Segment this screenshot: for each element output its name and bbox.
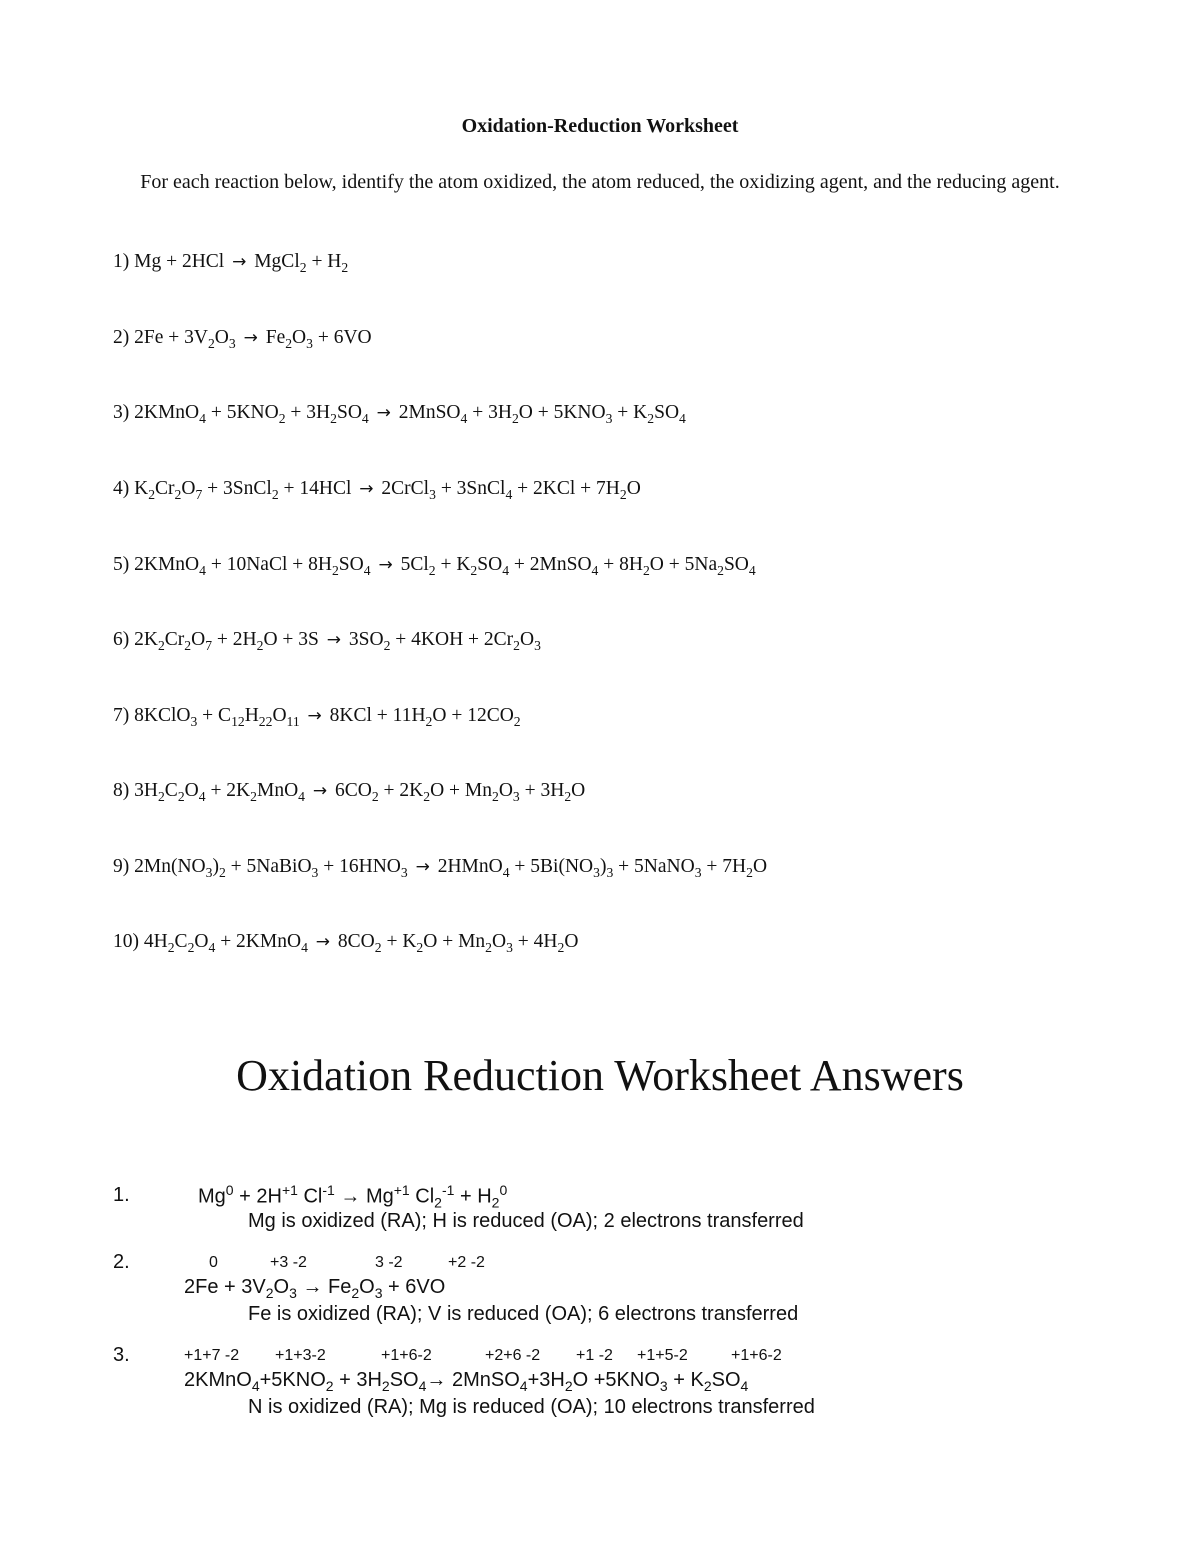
- answer-2-equation: [184, 1276, 445, 1301]
- subscript: 7: [195, 486, 203, 502]
- equation-text: O: [359, 1276, 375, 1298]
- subscript: 2: [184, 637, 192, 653]
- subscript: 4: [748, 562, 756, 578]
- answer-2-oxstate: +3 -2: [270, 1254, 307, 1271]
- subscript: 4: [198, 788, 206, 804]
- equation-text: Cr: [155, 478, 175, 499]
- worksheet-title: Oxidation-Reduction Worksheet: [461, 115, 739, 137]
- equation-text: O: [571, 780, 586, 801]
- equation-text: 3SO: [344, 629, 384, 650]
- subscript: 2: [325, 1378, 334, 1394]
- equation-text: + C: [197, 705, 232, 726]
- equation-text: SO: [723, 554, 749, 575]
- equation-4: [113, 478, 641, 503]
- subscript: 2: [513, 637, 520, 653]
- equation-text: O + 3S: [263, 629, 324, 650]
- answer-3-oxstate: +1+3-2: [275, 1347, 326, 1364]
- equation-number: 7): [113, 705, 135, 726]
- equation-text: [408, 856, 413, 877]
- subscript: 2: [331, 562, 339, 578]
- subscript: 2: [491, 1194, 500, 1211]
- equation-text: + 2H: [233, 1185, 282, 1208]
- subscript: 4: [251, 1378, 260, 1394]
- equation-text: MnO: [256, 780, 299, 801]
- reaction-arrow-icon: →: [376, 403, 391, 423]
- subscript: 4: [301, 939, 308, 955]
- subscript: 3: [374, 1285, 383, 1301]
- subscript: 2: [564, 788, 572, 804]
- subscript: 4: [363, 562, 371, 578]
- subscript: 2: [717, 562, 724, 578]
- subscript: 2: [207, 335, 215, 351]
- equation-text: O: [292, 327, 307, 348]
- equation-text: + 2KMnO: [215, 931, 302, 952]
- subscript: 3: [605, 410, 613, 426]
- answer-3-number: 3.: [113, 1344, 130, 1366]
- equation-text: 2KMnO: [184, 1369, 252, 1391]
- equation-text: 8KClO: [134, 705, 191, 726]
- equation-text: ): [212, 856, 219, 877]
- equation-text: [371, 554, 376, 575]
- equation-text: + 3SnCl: [202, 478, 272, 499]
- equation-text: 2Fe + 3V: [184, 1276, 266, 1298]
- equation-text: + 2K: [378, 780, 424, 801]
- subscript: 4: [591, 562, 599, 578]
- oxidation-state-superscript: -1: [322, 1182, 335, 1198]
- equation-text: [308, 931, 313, 952]
- equation-text: O: [194, 931, 209, 952]
- subscript: 3: [429, 486, 436, 502]
- subscript: 2: [492, 788, 499, 804]
- answer-3-oxstate: +1+6-2: [381, 1347, 432, 1364]
- equation-text: K: [134, 478, 149, 499]
- subscript: 4: [199, 410, 206, 426]
- equation-text: 2HMnO: [432, 856, 503, 877]
- subscript: 3: [694, 864, 702, 880]
- equation-text: +3H: [527, 1369, 565, 1391]
- answer-3-summary: N is oxidized (RA); Mg is reduced (OA); 10 electrons transferred: [248, 1396, 815, 1418]
- subscript: 7: [205, 637, 213, 653]
- equation-text: O: [520, 629, 535, 650]
- subscript: 2: [485, 939, 492, 955]
- equation-text: O: [752, 856, 768, 877]
- subscript: 4: [199, 562, 206, 578]
- equation-10: [113, 931, 578, 956]
- subscript: 2: [299, 259, 307, 275]
- equation-5: [113, 554, 756, 579]
- equation-text: + 5NaNO: [613, 856, 695, 877]
- equation-text: Mg: [360, 1185, 394, 1208]
- equation-text: + H: [306, 251, 342, 272]
- equation-text: 2CrCl: [376, 478, 430, 499]
- subscript: 3: [311, 864, 319, 880]
- subscript: 2: [285, 335, 293, 351]
- equation-text: + 2KCl + 7H: [512, 478, 620, 499]
- subscript: 3: [228, 335, 236, 351]
- equation-text: 2MnSO: [393, 402, 461, 423]
- subscript: 2: [381, 1378, 390, 1394]
- equation-text: O: [273, 1276, 290, 1298]
- equation-text: + K: [381, 931, 417, 952]
- equation-1: [113, 251, 348, 276]
- subscript: 2: [423, 788, 431, 804]
- answer-3-oxstate: +1+6-2: [731, 1347, 782, 1364]
- equation-text: + 10NaCl + 8H: [205, 554, 332, 575]
- equation-text: + 6VO: [312, 327, 372, 348]
- reaction-arrow-icon: →: [243, 328, 258, 348]
- equation-text: + 5KNO: [205, 402, 279, 423]
- equation-6: [113, 629, 541, 654]
- equation-text: [369, 402, 374, 423]
- equation-text: + 14HCl: [278, 478, 357, 499]
- subscript: 2: [470, 562, 478, 578]
- equation-text: 2Fe + 3V: [134, 327, 208, 348]
- subscript: 4: [418, 1378, 427, 1394]
- equation-text: Cr: [164, 629, 185, 650]
- equation-text: + 2H: [212, 629, 257, 650]
- subscript: 3: [506, 939, 513, 955]
- equation-text: 4H: [143, 931, 168, 952]
- equation-text: Cl: [297, 1185, 323, 1208]
- equation-text: 6CO: [330, 780, 372, 801]
- answer-3-oxstate: +1 -2: [576, 1347, 613, 1364]
- answer-1-summary: Mg is oxidized (RA); H is reduced (OA); 2 electrons transferred: [248, 1210, 804, 1232]
- equation-text: + 4H: [512, 931, 558, 952]
- oxidation-state-superscript: -1: [441, 1182, 455, 1198]
- equation-text: SO: [338, 554, 364, 575]
- subscript: 2: [434, 1194, 442, 1211]
- reaction-arrow-icon: →: [326, 630, 342, 650]
- equation-number: 9): [113, 856, 135, 877]
- subscript: 2: [278, 410, 286, 426]
- subscript: 4: [208, 939, 216, 955]
- reaction-arrow-icon: →: [307, 706, 322, 726]
- subscript: 2: [174, 486, 182, 502]
- subscript: 2: [564, 1378, 573, 1394]
- equation-text: O + Mn: [430, 780, 492, 801]
- subscript: 12: [231, 713, 245, 729]
- subscript: 2: [416, 939, 424, 955]
- subscript: 22: [258, 713, 273, 729]
- equation-text: +5KNO: [259, 1369, 326, 1391]
- reaction-arrow-icon: →: [359, 479, 374, 499]
- equation-text: [300, 705, 305, 726]
- subscript: 2: [341, 259, 349, 275]
- equation-text: O: [498, 780, 513, 801]
- equation-text: + 4KOH + 2Cr: [390, 629, 514, 650]
- equation-text: + 2MnSO: [509, 554, 592, 575]
- equation-text: SO: [477, 554, 503, 575]
- equation-text: 2KMnO: [134, 554, 200, 575]
- equation-text: O + 12CO: [432, 705, 514, 726]
- subscript: 4: [361, 410, 369, 426]
- subscript: 4: [519, 1378, 528, 1394]
- subscript: 2: [250, 788, 257, 804]
- equation-text: + 6VO: [382, 1276, 446, 1298]
- subscript: 2: [642, 562, 650, 578]
- subscript: 2: [703, 1378, 712, 1394]
- equation-text: O: [181, 478, 196, 499]
- reaction-arrow-icon: →: [302, 1276, 323, 1298]
- equation-number: 10): [113, 931, 144, 952]
- subscript: 4: [502, 562, 510, 578]
- equation-text: O: [191, 629, 206, 650]
- equation-text: 2Mn(NO: [134, 856, 206, 877]
- subscript: 2: [511, 410, 519, 426]
- equation-number: 3): [113, 402, 135, 423]
- subscript: 4: [298, 788, 305, 804]
- equation-text: + 3SnCl: [435, 478, 506, 499]
- subscript: 2: [256, 637, 264, 653]
- equation-7: [113, 705, 521, 730]
- subscript: 2: [265, 1285, 274, 1301]
- equation-text: O + 5KNO: [518, 402, 606, 423]
- equation-text: O + Mn: [423, 931, 486, 952]
- subscript: 2: [619, 486, 627, 502]
- equation-number: 6): [113, 629, 135, 650]
- equation-text: [305, 780, 310, 801]
- equation-text: Fe: [260, 327, 286, 348]
- equation-text: + 7H: [701, 856, 747, 877]
- equation-text: 2K: [134, 629, 158, 650]
- equation-number: 5): [113, 554, 135, 575]
- subscript: 2: [218, 864, 226, 880]
- subscript: 4: [502, 864, 510, 880]
- equation-text: O: [184, 780, 199, 801]
- equation-number: 1): [113, 251, 135, 272]
- equation-text: + 3H: [333, 1369, 382, 1391]
- equation-text: 5Cl: [395, 554, 429, 575]
- subscript: 2: [513, 713, 521, 729]
- equation-text: O +5KNO: [572, 1369, 660, 1391]
- subscript: 2: [371, 788, 379, 804]
- subscript: 3: [659, 1378, 668, 1394]
- equation-number: 8): [113, 780, 135, 801]
- answer-1-equation: [198, 1182, 507, 1211]
- equation-text: 8KCl + 11H: [324, 705, 426, 726]
- answers-title: Oxidation Reduction Worksheet Answers: [236, 1051, 964, 1100]
- answer-2-number: 2.: [113, 1251, 130, 1273]
- oxidation-state-superscript: 0: [225, 1182, 234, 1198]
- subscript: 3: [606, 864, 614, 880]
- equation-text: C: [164, 780, 178, 801]
- equation-text: + 5NaBiO: [225, 856, 312, 877]
- equation-text: 2MnSO: [446, 1369, 520, 1391]
- equation-text: + 2K: [205, 780, 251, 801]
- equation-text: ): [599, 856, 607, 877]
- reaction-arrow-icon: →: [340, 1185, 361, 1208]
- subscript: 4: [679, 410, 686, 426]
- equation-text: + 8H: [598, 554, 643, 575]
- equation-text: + H: [454, 1185, 492, 1208]
- worksheet-instructions: For each reaction below, identify the atom oxidized, the atom reduced, the oxidizing agent, and the reducing agent.: [140, 171, 1060, 193]
- subscript: 2: [157, 788, 165, 804]
- subscript: 2: [425, 713, 433, 729]
- equation-8: [113, 780, 585, 805]
- equation-text: SO: [389, 1369, 419, 1391]
- equation-text: SO: [711, 1369, 741, 1391]
- subscript: 2: [330, 410, 337, 426]
- equation-text: + 3H: [285, 402, 331, 423]
- subscript: 2: [647, 410, 655, 426]
- equation-text: + 16HNO: [318, 856, 401, 877]
- subscript: 3: [534, 637, 541, 653]
- reaction-arrow-icon: →: [312, 781, 328, 801]
- equation-text: SO: [336, 402, 362, 423]
- reaction-arrow-icon: →: [315, 932, 331, 952]
- subscript: 2: [351, 1285, 360, 1301]
- subscript: 3: [306, 335, 313, 351]
- equation-text: O: [272, 705, 287, 726]
- equation-number: 2): [113, 327, 135, 348]
- subscript: 2: [148, 486, 156, 502]
- equation-text: + 5Bi(NO: [509, 856, 594, 877]
- equation-text: + K: [435, 554, 471, 575]
- equation-text: SO: [654, 402, 680, 423]
- equation-text: MgCl: [249, 251, 300, 272]
- equation-text: 2KMnO: [134, 402, 200, 423]
- subscript: 3: [190, 713, 198, 729]
- subscript: 2: [177, 788, 185, 804]
- equation-text: O: [626, 478, 641, 499]
- equation-3: [113, 402, 686, 427]
- equation-text: O: [492, 931, 507, 952]
- subscript: 2: [157, 637, 165, 653]
- answer-1-number: 1.: [113, 1184, 130, 1206]
- subscript: 3: [512, 788, 520, 804]
- equation-text: O: [214, 327, 229, 348]
- equation-text: + K: [612, 402, 648, 423]
- equation-text: O + 5Na: [649, 554, 718, 575]
- reaction-arrow-icon: →: [415, 857, 430, 877]
- answer-3-oxstate: +1+5-2: [637, 1347, 688, 1364]
- subscript: 2: [428, 562, 436, 578]
- answer-3-oxstate: +1+7 -2: [184, 1347, 240, 1364]
- subscript: 2: [557, 939, 565, 955]
- subscript: 3: [593, 864, 600, 880]
- equation-text: [236, 327, 241, 348]
- subscript: 4: [505, 486, 513, 502]
- answer-2-oxstate: 3 -2: [375, 1254, 403, 1271]
- equation-number: 4): [113, 478, 135, 499]
- oxidation-state-superscript: +1: [393, 1182, 410, 1198]
- answer-2-summary: Fe is oxidized (RA); V is reduced (OA); 6 electrons transferred: [248, 1303, 799, 1325]
- equation-text: 3H: [134, 780, 158, 801]
- reaction-arrow-icon: →: [232, 252, 247, 272]
- equation-text: + K: [667, 1369, 704, 1391]
- oxidation-state-superscript: 0: [499, 1182, 508, 1198]
- equation-text: Mg + 2HCl: [134, 251, 230, 272]
- subscript: 11: [286, 713, 300, 729]
- answer-3-oxstate: +2+6 -2: [485, 1347, 541, 1364]
- answer-2-oxstate: +2 -2: [448, 1254, 485, 1271]
- subscript: 4: [740, 1378, 749, 1394]
- subscript: 2: [746, 864, 753, 880]
- equation-text: 8CO: [333, 931, 375, 952]
- equation-text: C: [174, 931, 188, 952]
- subscript: 2: [271, 486, 279, 502]
- answer-3-equation: [184, 1369, 748, 1394]
- equation-text: Fe: [322, 1276, 352, 1298]
- equation-text: + 3H: [519, 780, 565, 801]
- subscript: 4: [460, 410, 468, 426]
- answer-2-oxstate: 0: [209, 1254, 218, 1271]
- equation-2: [113, 327, 372, 352]
- subscript: 2: [374, 939, 382, 955]
- subscript: 3: [289, 1285, 297, 1301]
- reaction-arrow-icon: →: [426, 1369, 447, 1391]
- subscript: 3: [400, 864, 408, 880]
- reaction-arrow-icon: →: [378, 555, 393, 575]
- subscript: 3: [205, 864, 213, 880]
- subscript: 2: [383, 637, 391, 653]
- subscript: 2: [167, 939, 175, 955]
- oxidation-state-superscript: +1: [281, 1182, 298, 1198]
- equation-text: + 3H: [467, 402, 512, 423]
- subscript: 2: [187, 939, 195, 955]
- equation-text: O: [564, 931, 579, 952]
- equation-9: [113, 856, 767, 881]
- equation-text: Cl: [409, 1185, 435, 1208]
- equation-text: H: [244, 705, 259, 726]
- equation-text: Mg: [198, 1185, 226, 1208]
